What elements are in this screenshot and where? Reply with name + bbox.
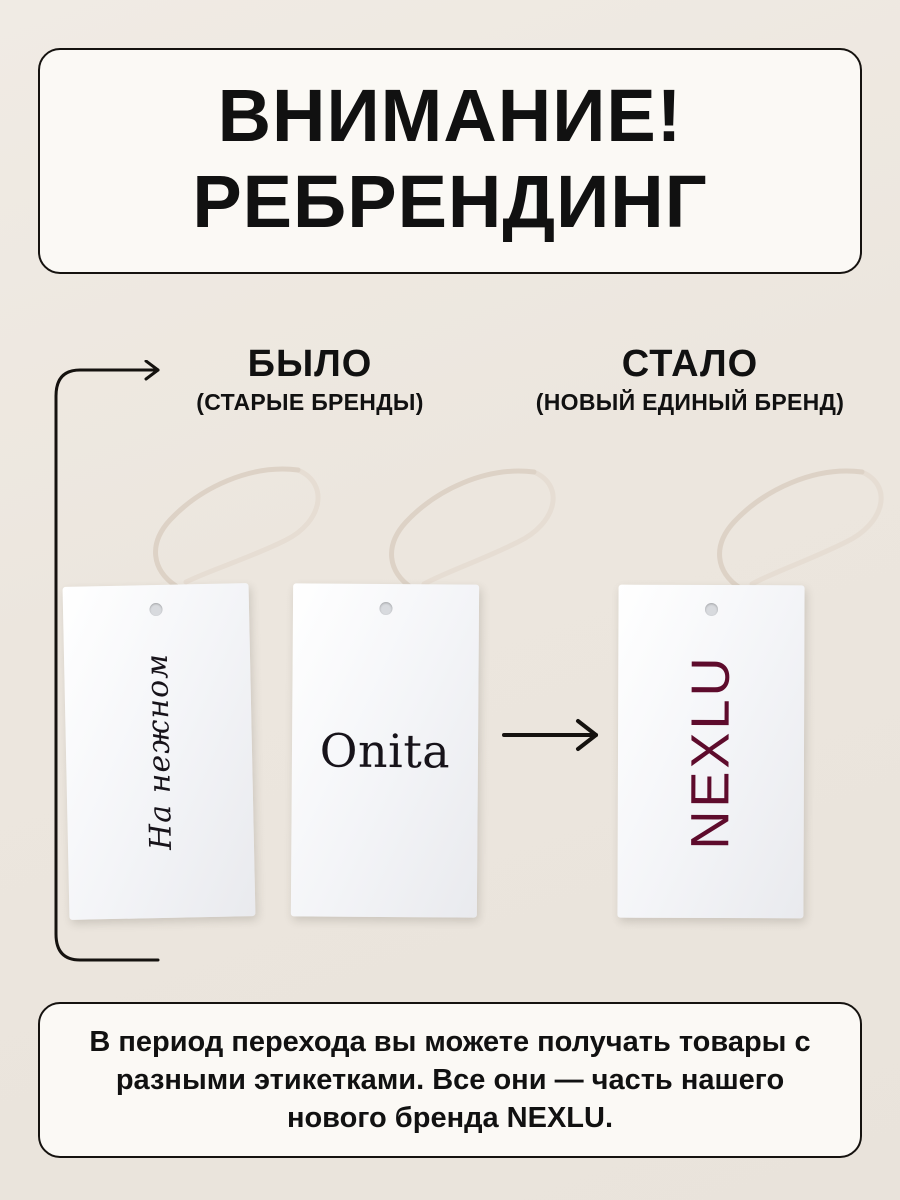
tag-brand-name: Onita <box>319 723 451 778</box>
after-title: СТАЛО <box>621 343 759 385</box>
tag-brand-name: На нежном <box>139 652 179 851</box>
tag-label-wrapper <box>63 583 256 920</box>
column-heading-before <box>130 345 490 415</box>
tag-string-3-icon <box>646 462 896 602</box>
before-title: БЫЛО <box>247 343 373 385</box>
tag-string-2-icon <box>320 462 570 602</box>
footer-note-text: В период перехода вы можете получать товары с разными этикетками. Все они — часть нашего нового бренда NEXLU. <box>89 1025 811 1135</box>
banner-title-line1: ВНИМАНИЕ! <box>217 74 683 158</box>
column-heading-after <box>510 345 870 415</box>
clothing-tag-old-1 <box>63 583 256 920</box>
tag-label-wrapper <box>617 585 804 919</box>
tag-label-wrapper <box>291 583 479 917</box>
after-subtitle: (НОВЫЙ ЕДИНЫЙ БРЕНД) <box>535 388 845 415</box>
clothing-tag-old-2 <box>291 583 479 917</box>
clothing-tag-new <box>617 585 804 919</box>
right-arrow-icon <box>500 715 610 755</box>
footer-note <box>38 1002 862 1158</box>
banner-title-line2: РЕБРЕНДИНГ <box>192 160 708 244</box>
announcement-banner <box>38 48 862 274</box>
before-subtitle: (СТАРЫЕ БРЕНДЫ) <box>196 388 424 415</box>
tag-brand-name: NEXLU <box>680 653 742 850</box>
